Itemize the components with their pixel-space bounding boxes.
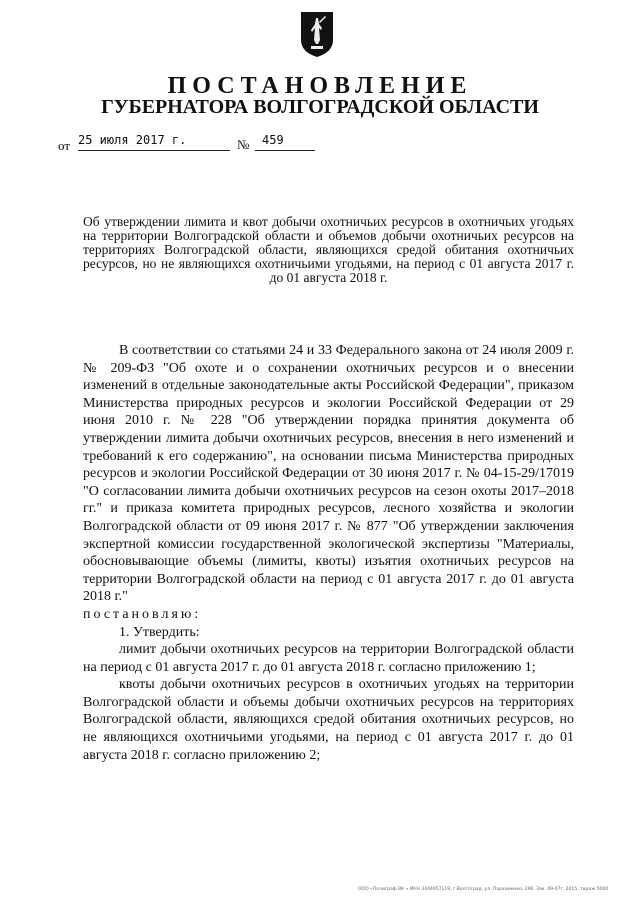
- item-1: 1. Утвердить:: [119, 624, 200, 640]
- print-footer: ООО «Полиграф ВК » ИНН 3444957119, г.Волгоград, ул. Пархоменко, 29б. Зак. 09-07г. 2015, тираж 5000: [358, 887, 609, 892]
- date-label: от: [58, 138, 71, 153]
- date-underline: [78, 150, 230, 151]
- document-body: [83, 342, 574, 764]
- number-label: №: [237, 137, 250, 152]
- number-underline: [255, 150, 315, 151]
- document-subject: Об утверждении лимита и квот добычи охотничьих ресурсов в охотничьих угодьях на территории Волгоградской области и объемов добычи охотничьих ресурсов на территориях Волгоградской области, являющихся средой обитания охотничьих ресурсов, но не являющихся охотничьими угодьями, на период с 01 августа 2017 г. до 01 августа 2018 г.: [83, 214, 574, 285]
- document-issuer: ГУБЕРНАТОРА ВОЛГОГРАДСКОЙ ОБЛАСТИ: [101, 96, 539, 118]
- date-value: 25 июля 2017 г.: [78, 133, 187, 147]
- number-value: 459: [262, 133, 284, 147]
- document-title: ПОСТАНОВЛЕНИЕ: [167, 73, 473, 99]
- preamble-paragraph: В соответствии со статьями 24 и 33 Федерального закона от 24 июля 2009 г. № 209-ФЗ "Об охоте и о сохранении охотничьих ресурсов и о внесении изменений в отдельные законодательные акты Российской Федерации", приказом Министерства природных ресурсов и экологии Российской Федерации от 29 июня 2010 г. № 228 "Об утверждении порядка принятия документа об утверждении лимита добычи охотничьих ресурсов, внесения в него изменений и требований к его содержанию", на основании письма Министерства природных ресурсов и экологии Российской Федерации от 30 июня 2017 г. № 04-15-29/17019 "О согласовании лимита добычи охотничьих ресурсов на сезон охоты 2017–2018 гг." и приказа комитета природных ресурсов, лесного хозяйства и экологии Волгоградской области от 09 июня 2017 г. № 877 "Об утверждении заключения экспертной комиссии государственной экологической экспертизы "Материалы, обосновывающие объемы (лимиты, квоты) изъятия охотничьих ресурсов на территории Волгоградской области на период с 01 августа 2017 г. до 01 августа 2018 г.": [83, 343, 574, 605]
- decree-word: постановляю:: [83, 606, 202, 622]
- item-1-limit: лимит добычи охотничьих ресурсов на территории Волгоградской области на период с 01 августа 2017 г. до 01 августа 2018 г. согласно приложению 1;: [83, 642, 574, 675]
- coat-of-arms-icon: [299, 10, 335, 58]
- item-1-quotas: квоты добычи охотничьих ресурсов в охотничьих угодьях на территории Волгоградской области и объемы добычи охотничьих ресурсов на территориях Волгоградской области, являющихся средой обитания охотничьих ресурсов, но не являющихся охотничьими угодьями, на период с 01 августа 2017 г. до 01 августа 2018 г. согласно приложению 2;: [83, 677, 574, 763]
